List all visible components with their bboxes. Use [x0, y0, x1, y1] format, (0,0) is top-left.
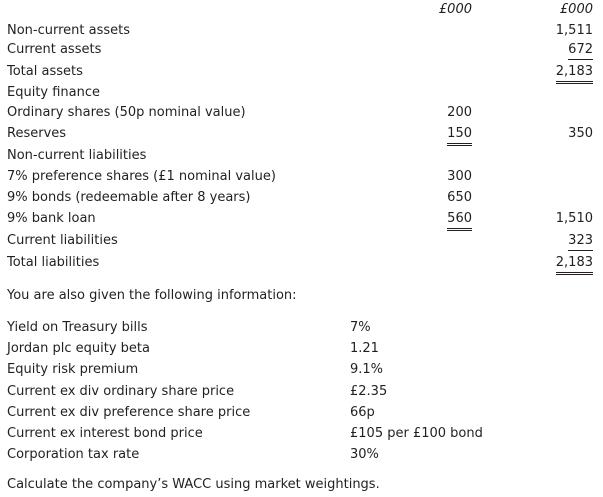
table-row — [7, 63, 597, 83]
row-label: Non-current assets — [7, 23, 131, 38]
info-label: Current ex interest bond price — [7, 426, 203, 441]
table-row — [7, 84, 597, 104]
column-header-1: £000 — [438, 2, 472, 17]
table-row — [7, 168, 597, 188]
row-value-col2: 1,511 — [555, 23, 593, 38]
row-label: Non-current liabilities — [7, 148, 147, 163]
row-label: Current assets — [7, 42, 102, 57]
info-label: Corporation tax rate — [7, 447, 140, 462]
row-label: Total assets — [7, 64, 83, 79]
table-row — [7, 254, 597, 274]
info-item — [7, 425, 567, 445]
row-value-col2: 350 — [568, 126, 593, 141]
row-label: 7% preference shares (£1 nominal value) — [7, 169, 276, 184]
row-label: Reserves — [7, 126, 67, 141]
info-item — [7, 319, 567, 339]
row-label: Ordinary shares (50p nominal value) — [7, 105, 246, 120]
table-row — [7, 104, 597, 124]
row-label: 9% bonds (redeemable after 8 years) — [7, 190, 251, 205]
row-value-col1: 200 — [447, 105, 472, 120]
info-item — [7, 340, 567, 360]
question-text: Calculate the company’s WACC using market weightings. — [7, 477, 380, 492]
info-value: 1.21 — [350, 341, 379, 356]
info-value: 66p — [350, 405, 375, 420]
row-label: 9% bank loan — [7, 211, 96, 226]
info-label: Yield on Treasury bills — [7, 320, 148, 335]
info-value: £105 per £100 bond — [350, 426, 483, 441]
info-item — [7, 383, 567, 403]
row-value-col2: 2,183 — [556, 254, 593, 275]
row-label: Current liabilities — [7, 233, 118, 248]
row-value-col2: 323 — [568, 232, 593, 251]
info-label: Current ex div ordinary share price — [7, 384, 235, 399]
info-value: 9.1% — [350, 362, 384, 377]
info-label: Current ex div preference share price — [7, 405, 251, 420]
table-row — [7, 189, 597, 209]
table-row — [7, 147, 597, 167]
info-value: 7% — [350, 320, 371, 335]
table-row — [7, 232, 597, 252]
info-value: 30% — [350, 447, 379, 462]
info-label: Equity risk premium — [7, 362, 139, 377]
table-row — [7, 41, 597, 61]
info-item — [7, 404, 567, 424]
table-row — [7, 22, 597, 42]
row-label: Equity finance — [7, 85, 101, 100]
column-header-row — [7, 1, 597, 21]
info-value: £2.35 — [350, 384, 388, 399]
info-intro: You are also given the following information: — [7, 288, 297, 303]
column-header-2: £000 — [559, 2, 593, 17]
row-value-col2: 672 — [568, 41, 593, 60]
info-item — [7, 361, 567, 381]
info-item — [7, 446, 567, 466]
row-value-col1: 300 — [447, 169, 472, 184]
table-row — [7, 125, 597, 145]
info-label: Jordan plc equity beta — [7, 341, 150, 356]
row-label: Total liabilities — [7, 255, 100, 270]
row-value-col2: 2,183 — [556, 63, 593, 84]
row-value-col1: 150 — [447, 125, 472, 146]
row-value-col1: 650 — [447, 190, 472, 205]
table-row — [7, 210, 597, 230]
row-value-col1: 560 — [447, 210, 472, 231]
row-value-col2: 1,510 — [555, 211, 593, 226]
